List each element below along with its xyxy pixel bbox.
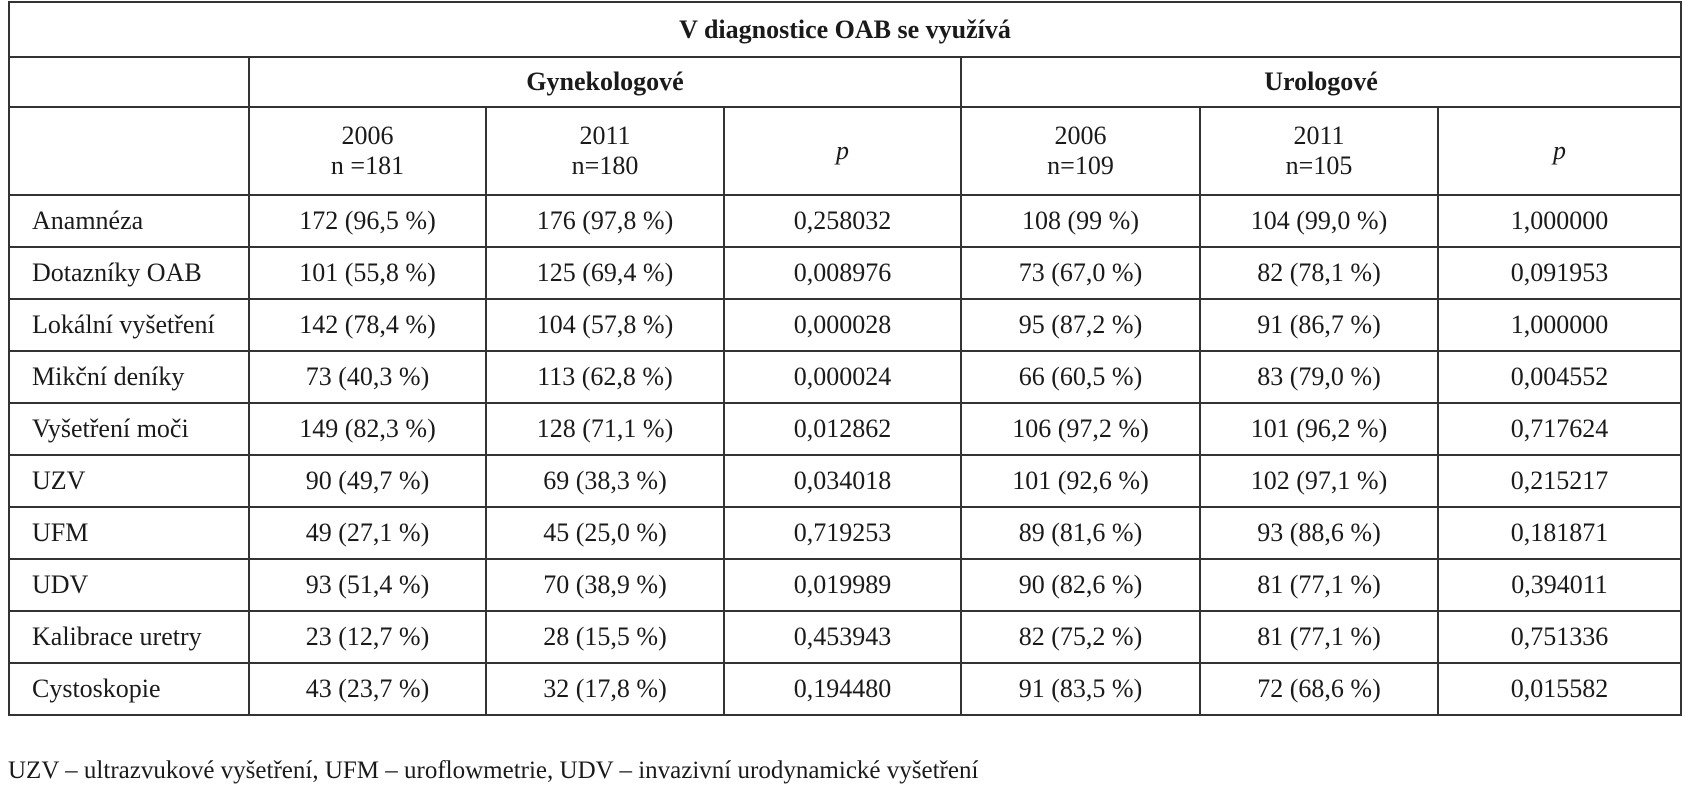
count-cell: 83 (79,0 %) [1200, 351, 1438, 403]
count-cell: 104 (57,8 %) [486, 299, 724, 351]
count-cell: 70 (38,9 %) [486, 559, 724, 611]
column-header-row [9, 107, 1681, 195]
row-label: Anamnéza [9, 195, 249, 247]
count-cell: 101 (92,6 %) [961, 455, 1200, 507]
title-row [9, 2, 1681, 57]
table-row [9, 455, 1681, 507]
p-value-cell: 0,453943 [724, 611, 961, 663]
p-value-cell: 0,019989 [724, 559, 961, 611]
group-header-urologists: Urologové [961, 57, 1681, 107]
column-header-uro-2011 [1200, 107, 1438, 195]
count-cell: 90 (82,6 %) [961, 559, 1200, 611]
p-value-cell: 0,181871 [1438, 507, 1681, 559]
count-cell: 82 (75,2 %) [961, 611, 1200, 663]
empty-corner-cell [9, 57, 249, 107]
column-year: 2011 [579, 121, 631, 150]
count-cell: 172 (96,5 %) [249, 195, 486, 247]
count-cell: 89 (81,6 %) [961, 507, 1200, 559]
row-label: UZV [9, 455, 249, 507]
count-cell: 69 (38,3 %) [486, 455, 724, 507]
table-row [9, 299, 1681, 351]
p-value-cell: 0,034018 [724, 455, 961, 507]
row-label: Mikční deníky [9, 351, 249, 403]
p-value-cell: 0,008976 [724, 247, 961, 299]
p-value-cell: 0,091953 [1438, 247, 1681, 299]
count-cell: 66 (60,5 %) [961, 351, 1200, 403]
count-cell: 101 (55,8 %) [249, 247, 486, 299]
column-header-gyn-p: p [724, 107, 961, 195]
count-cell: 28 (15,5 %) [486, 611, 724, 663]
table-row [9, 507, 1681, 559]
count-cell: 176 (97,8 %) [486, 195, 724, 247]
count-cell: 128 (71,1 %) [486, 403, 724, 455]
count-cell: 106 (97,2 %) [961, 403, 1200, 455]
table-title: V diagnostice OAB se využívá [9, 2, 1681, 57]
empty-label-header-cell [9, 107, 249, 195]
table-footnote: UZV – ultrazvukové vyšetření, UFM – uroflowmetrie, UDV – invazivní urodynamické vyšetření [8, 757, 979, 784]
count-cell: 43 (23,7 %) [249, 663, 486, 715]
table-row [9, 247, 1681, 299]
p-value-cell: 0,717624 [1438, 403, 1681, 455]
p-value-cell: 0,258032 [724, 195, 961, 247]
group-header-row [9, 57, 1681, 107]
row-label: UFM [9, 507, 249, 559]
p-value-cell: 0,215217 [1438, 455, 1681, 507]
column-n: n=180 [571, 151, 639, 180]
p-value-cell: 0,719253 [724, 507, 961, 559]
count-cell: 149 (82,3 %) [249, 403, 486, 455]
data-rows [9, 195, 1681, 715]
count-cell: 82 (78,1 %) [1200, 247, 1438, 299]
count-cell: 73 (67,0 %) [961, 247, 1200, 299]
count-cell: 102 (97,1 %) [1200, 455, 1438, 507]
diagnostics-table [8, 1, 1682, 716]
column-n: n=105 [1285, 151, 1353, 180]
count-cell: 93 (88,6 %) [1200, 507, 1438, 559]
p-value-cell: 0,194480 [724, 663, 961, 715]
p-value-cell: 1,000000 [1438, 195, 1681, 247]
table-row [9, 663, 1681, 715]
row-label: UDV [9, 559, 249, 611]
count-cell: 101 (96,2 %) [1200, 403, 1438, 455]
count-cell: 113 (62,8 %) [486, 351, 724, 403]
p-value-cell: 0,394011 [1438, 559, 1681, 611]
diagnostics-table-container [8, 1, 1680, 716]
column-header-uro-p: p [1438, 107, 1681, 195]
count-cell: 90 (49,7 %) [249, 455, 486, 507]
column-header-gyn-2006 [249, 107, 486, 195]
count-cell: 32 (17,8 %) [486, 663, 724, 715]
count-cell: 125 (69,4 %) [486, 247, 724, 299]
column-year: 2006 [341, 121, 394, 150]
count-cell: 72 (68,6 %) [1200, 663, 1438, 715]
p-value-cell: 1,000000 [1438, 299, 1681, 351]
p-value-cell: 0,015582 [1438, 663, 1681, 715]
count-cell: 49 (27,1 %) [249, 507, 486, 559]
count-cell: 81 (77,1 %) [1200, 611, 1438, 663]
count-cell: 142 (78,4 %) [249, 299, 486, 351]
row-label: Cystoskopie [9, 663, 249, 715]
column-n: n =181 [330, 151, 405, 180]
column-header-uro-2006 [961, 107, 1200, 195]
column-year: 2011 [1293, 121, 1345, 150]
table-row [9, 559, 1681, 611]
row-label: Lokální vyšetření [9, 299, 249, 351]
p-value-cell: 0,751336 [1438, 611, 1681, 663]
p-value-cell: 0,000028 [724, 299, 961, 351]
count-cell: 45 (25,0 %) [486, 507, 724, 559]
table-row [9, 351, 1681, 403]
p-value-cell: 0,000024 [724, 351, 961, 403]
table-body [9, 2, 1681, 195]
count-cell: 93 (51,4 %) [249, 559, 486, 611]
p-value-cell: 0,004552 [1438, 351, 1681, 403]
table-row [9, 403, 1681, 455]
column-n: n=109 [1047, 151, 1114, 180]
row-label: Vyšetření moči [9, 403, 249, 455]
count-cell: 23 (12,7 %) [249, 611, 486, 663]
p-value-cell: 0,012862 [724, 403, 961, 455]
table-row [9, 611, 1681, 663]
group-header-gynecologists: Gynekologové [249, 57, 961, 107]
count-cell: 108 (99 %) [961, 195, 1200, 247]
column-header-gyn-2011 [486, 107, 724, 195]
count-cell: 81 (77,1 %) [1200, 559, 1438, 611]
table-row [9, 195, 1681, 247]
count-cell: 104 (99,0 %) [1200, 195, 1438, 247]
count-cell: 73 (40,3 %) [249, 351, 486, 403]
row-label: Kalibrace uretry [9, 611, 249, 663]
count-cell: 91 (86,7 %) [1200, 299, 1438, 351]
column-year: 2006 [1054, 121, 1107, 150]
count-cell: 95 (87,2 %) [961, 299, 1200, 351]
row-label: Dotazníky OAB [9, 247, 249, 299]
count-cell: 91 (83,5 %) [961, 663, 1200, 715]
